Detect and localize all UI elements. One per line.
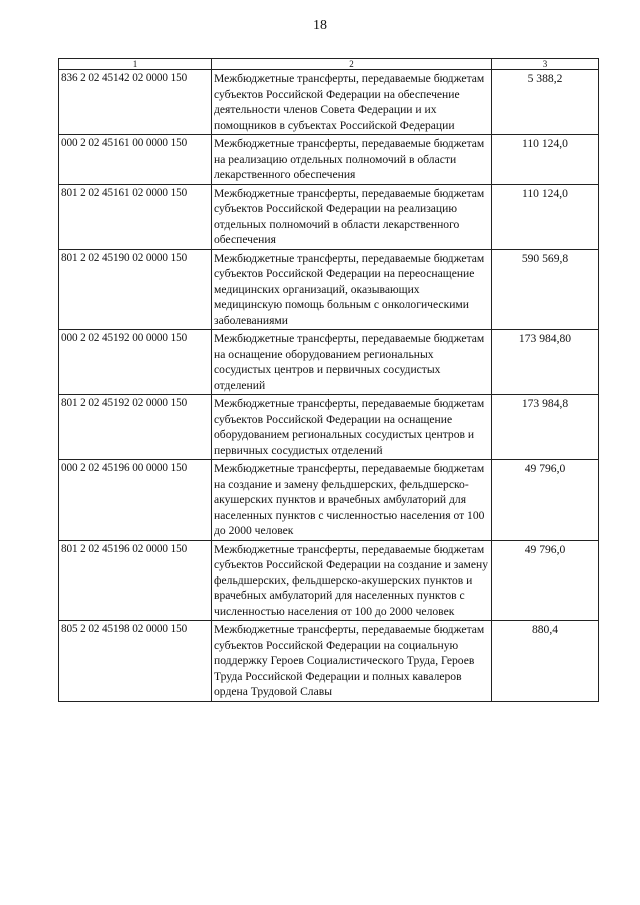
table-row [59, 70, 599, 135]
budget-table [58, 58, 599, 702]
table-row [59, 540, 599, 621]
column-header-description: 2 [212, 59, 492, 70]
row-amount: 173 984,8 [492, 395, 599, 460]
row-code: 801 2 02 45192 02 0000 150 [59, 395, 212, 460]
row-code: 801 2 02 45190 02 0000 150 [59, 249, 212, 330]
row-description: Межбюджетные трансферты, передаваемые бюджетам на реализацию отдельных полномочий в области лекарственного обеспечения [212, 135, 492, 185]
row-code: 836 2 02 45142 02 0000 150 [59, 70, 212, 135]
page-number: 18 [313, 18, 327, 33]
row-amount: 49 796,0 [492, 540, 599, 621]
table-row [59, 460, 599, 541]
table-row [59, 184, 599, 249]
row-description: Межбюджетные трансферты, передаваемые бюджетам на оснащение оборудованием региональных сосудистых центров и первичных сосудистых отделений [212, 330, 492, 395]
table-row [59, 249, 599, 330]
row-description: Межбюджетные трансферты, передаваемые бюджетам на создание и замену фельдшерских, фельдшерско-акушерских пунктов и врачебных амбулаторий для населенных пунктов с численностью населения от 100 до 2000 человек [212, 460, 492, 541]
table-row [59, 621, 599, 702]
table-row [59, 395, 599, 460]
table-row [59, 330, 599, 395]
row-description: Межбюджетные трансферты, передаваемые бюджетам субъектов Российской Федерации на переоснащение медицинских организаций, оказывающих медицинскую помощь больным с онкологическими заболеваниями [212, 249, 492, 330]
row-code: 801 2 02 45161 02 0000 150 [59, 184, 212, 249]
row-description: Межбюджетные трансферты, передаваемые бюджетам субъектов Российской Федерации на оснащение оборудованием региональных сосудистых центров и первичных сосудистых отделений [212, 395, 492, 460]
column-header-amount: 3 [492, 59, 599, 70]
row-code: 000 2 02 45161 00 0000 150 [59, 135, 212, 185]
row-description: Межбюджетные трансферты, передаваемые бюджетам субъектов Российской Федерации на создание и замену фельдшерских, фельдшерско-акушерских пунктов и врачебных амбулаторий для населенных пунктов с численностью населения от 100 до 2000 человек [212, 540, 492, 621]
row-description: Межбюджетные трансферты, передаваемые бюджетам субъектов Российской Федерации на социальную поддержку Героев Социалистического Труда, Героев Труда Российской Федерации и полных кавалеров ордена Трудовой Славы [212, 621, 492, 702]
row-description: Межбюджетные трансферты, передаваемые бюджетам субъектов Российской Федерации на обеспечение деятельности членов Совета Федерации и их помощников в субъектах Российской Федерации [212, 70, 492, 135]
row-code: 801 2 02 45196 02 0000 150 [59, 540, 212, 621]
row-amount: 590 569,8 [492, 249, 599, 330]
table-header-row [59, 59, 599, 70]
row-code: 000 2 02 45196 00 0000 150 [59, 460, 212, 541]
row-code: 000 2 02 45192 00 0000 150 [59, 330, 212, 395]
column-header-code: 1 [59, 59, 212, 70]
table-row [59, 135, 599, 185]
row-amount: 5 388,2 [492, 70, 599, 135]
row-amount: 110 124,0 [492, 135, 599, 185]
row-description: Межбюджетные трансферты, передаваемые бюджетам субъектов Российской Федерации на реализацию отдельных полномочий в области лекарственного обеспечения [212, 184, 492, 249]
row-code: 805 2 02 45198 02 0000 150 [59, 621, 212, 702]
row-amount: 49 796,0 [492, 460, 599, 541]
row-amount: 173 984,80 [492, 330, 599, 395]
row-amount: 110 124,0 [492, 184, 599, 249]
row-amount: 880,4 [492, 621, 599, 702]
